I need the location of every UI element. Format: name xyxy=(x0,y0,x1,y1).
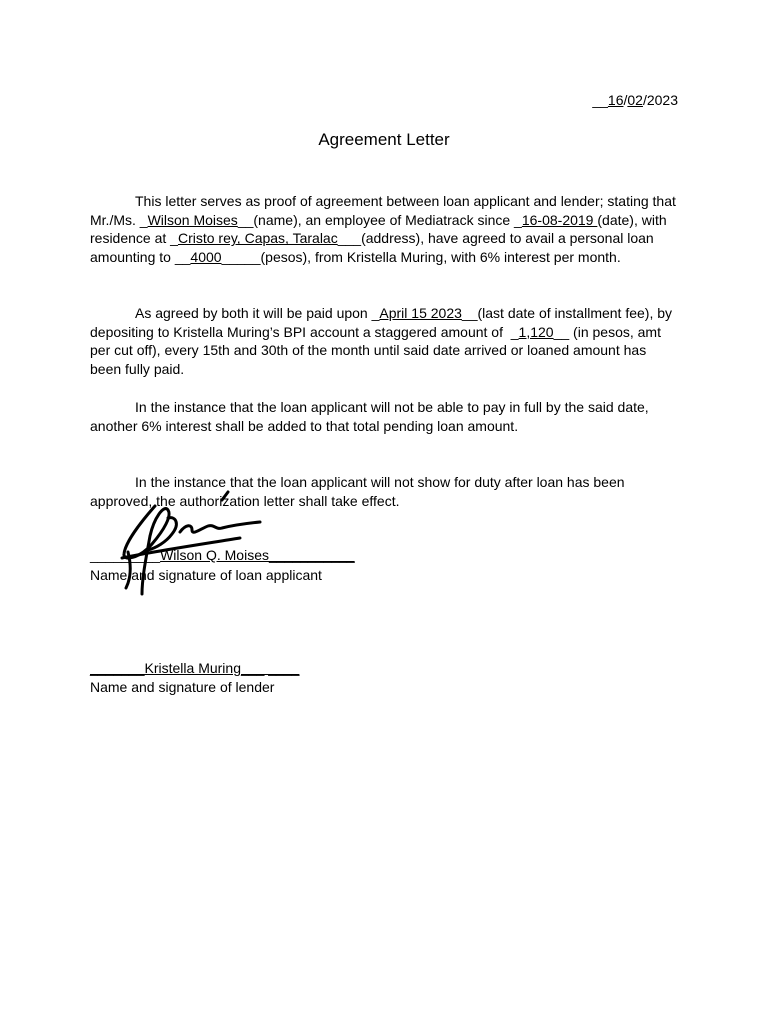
paragraph-text: In the instance that the loan applicant will not be able to pay in full by the said date, another 6% interest shall be added to that total pending loan amount. xyxy=(90,399,653,434)
date-day: 16 xyxy=(607,92,624,108)
employment-date-field: 16-08-2019 xyxy=(521,211,598,228)
lender-name: Kristella Muring xyxy=(144,660,241,676)
loan-amount-field: 4000 xyxy=(190,249,222,266)
date-month: 02 xyxy=(627,92,643,108)
paragraph-agreement-terms xyxy=(90,192,680,267)
paragraph-text: _____(pesos), from Kristella Muring, with 6% interest per month. xyxy=(221,249,621,266)
paragraph-text: As agreed by both it will be paid upon _ xyxy=(135,305,380,321)
signature-underline: ___________ xyxy=(269,547,355,563)
applicant-signature-label: Name and signature of loan applicant xyxy=(90,567,322,583)
paragraph-text: __ (in pesos, amt per cut off), every 15th and 30th of the month until said date arrived or loaned amount has been fully paid. xyxy=(90,323,665,378)
paragraph-text: __(name), an employee of Mediatrack since _ xyxy=(237,211,522,228)
signature-underline: _________ xyxy=(90,547,161,563)
paragraph-text: ___(address), have agreed to avail a personal loan amounting to __ xyxy=(90,230,658,266)
signature-underline: _______ xyxy=(90,660,145,676)
lender-signature-label: Name and signature of lender xyxy=(90,679,275,695)
paragraph-payment-terms xyxy=(90,304,680,379)
address-field: Cristo rey, Capas, Taralac xyxy=(177,230,338,247)
paragraph-text: This letter serves as proof of agreement between loan applicant and lender; stating that Mr./Ms. _ xyxy=(90,193,680,228)
paragraph-text: __(last date of installment fee), by depositing to Kristella Muring’s BPI account a staggered amount of _ xyxy=(90,305,676,340)
last-payment-date-field: April 15 2023 xyxy=(379,305,462,321)
installment-amount-field: 1,120 xyxy=(518,323,554,340)
paragraph-late-payment xyxy=(90,398,680,435)
date-separator: / xyxy=(623,92,628,108)
applicant-name: Wilson Q. Moises xyxy=(160,547,269,563)
borrower-name-field: Wilson Moises xyxy=(147,211,238,228)
handwritten-signature xyxy=(110,488,280,603)
date-underline-prefix: __ xyxy=(592,92,608,108)
lender-signature-line xyxy=(90,660,299,676)
letter-date xyxy=(592,92,678,108)
date-year: 2023 xyxy=(646,92,678,108)
document-title: Agreement Letter xyxy=(318,130,450,149)
paragraph-text: In the instance that the loan applicant will not show for duty after loan has been approved, the authorization letter shall take effect. xyxy=(90,474,629,509)
signature-underline: ___ ____ xyxy=(241,660,300,676)
date-separator: / xyxy=(642,92,647,108)
paragraph-text: (date), with residence at _ xyxy=(90,211,671,247)
